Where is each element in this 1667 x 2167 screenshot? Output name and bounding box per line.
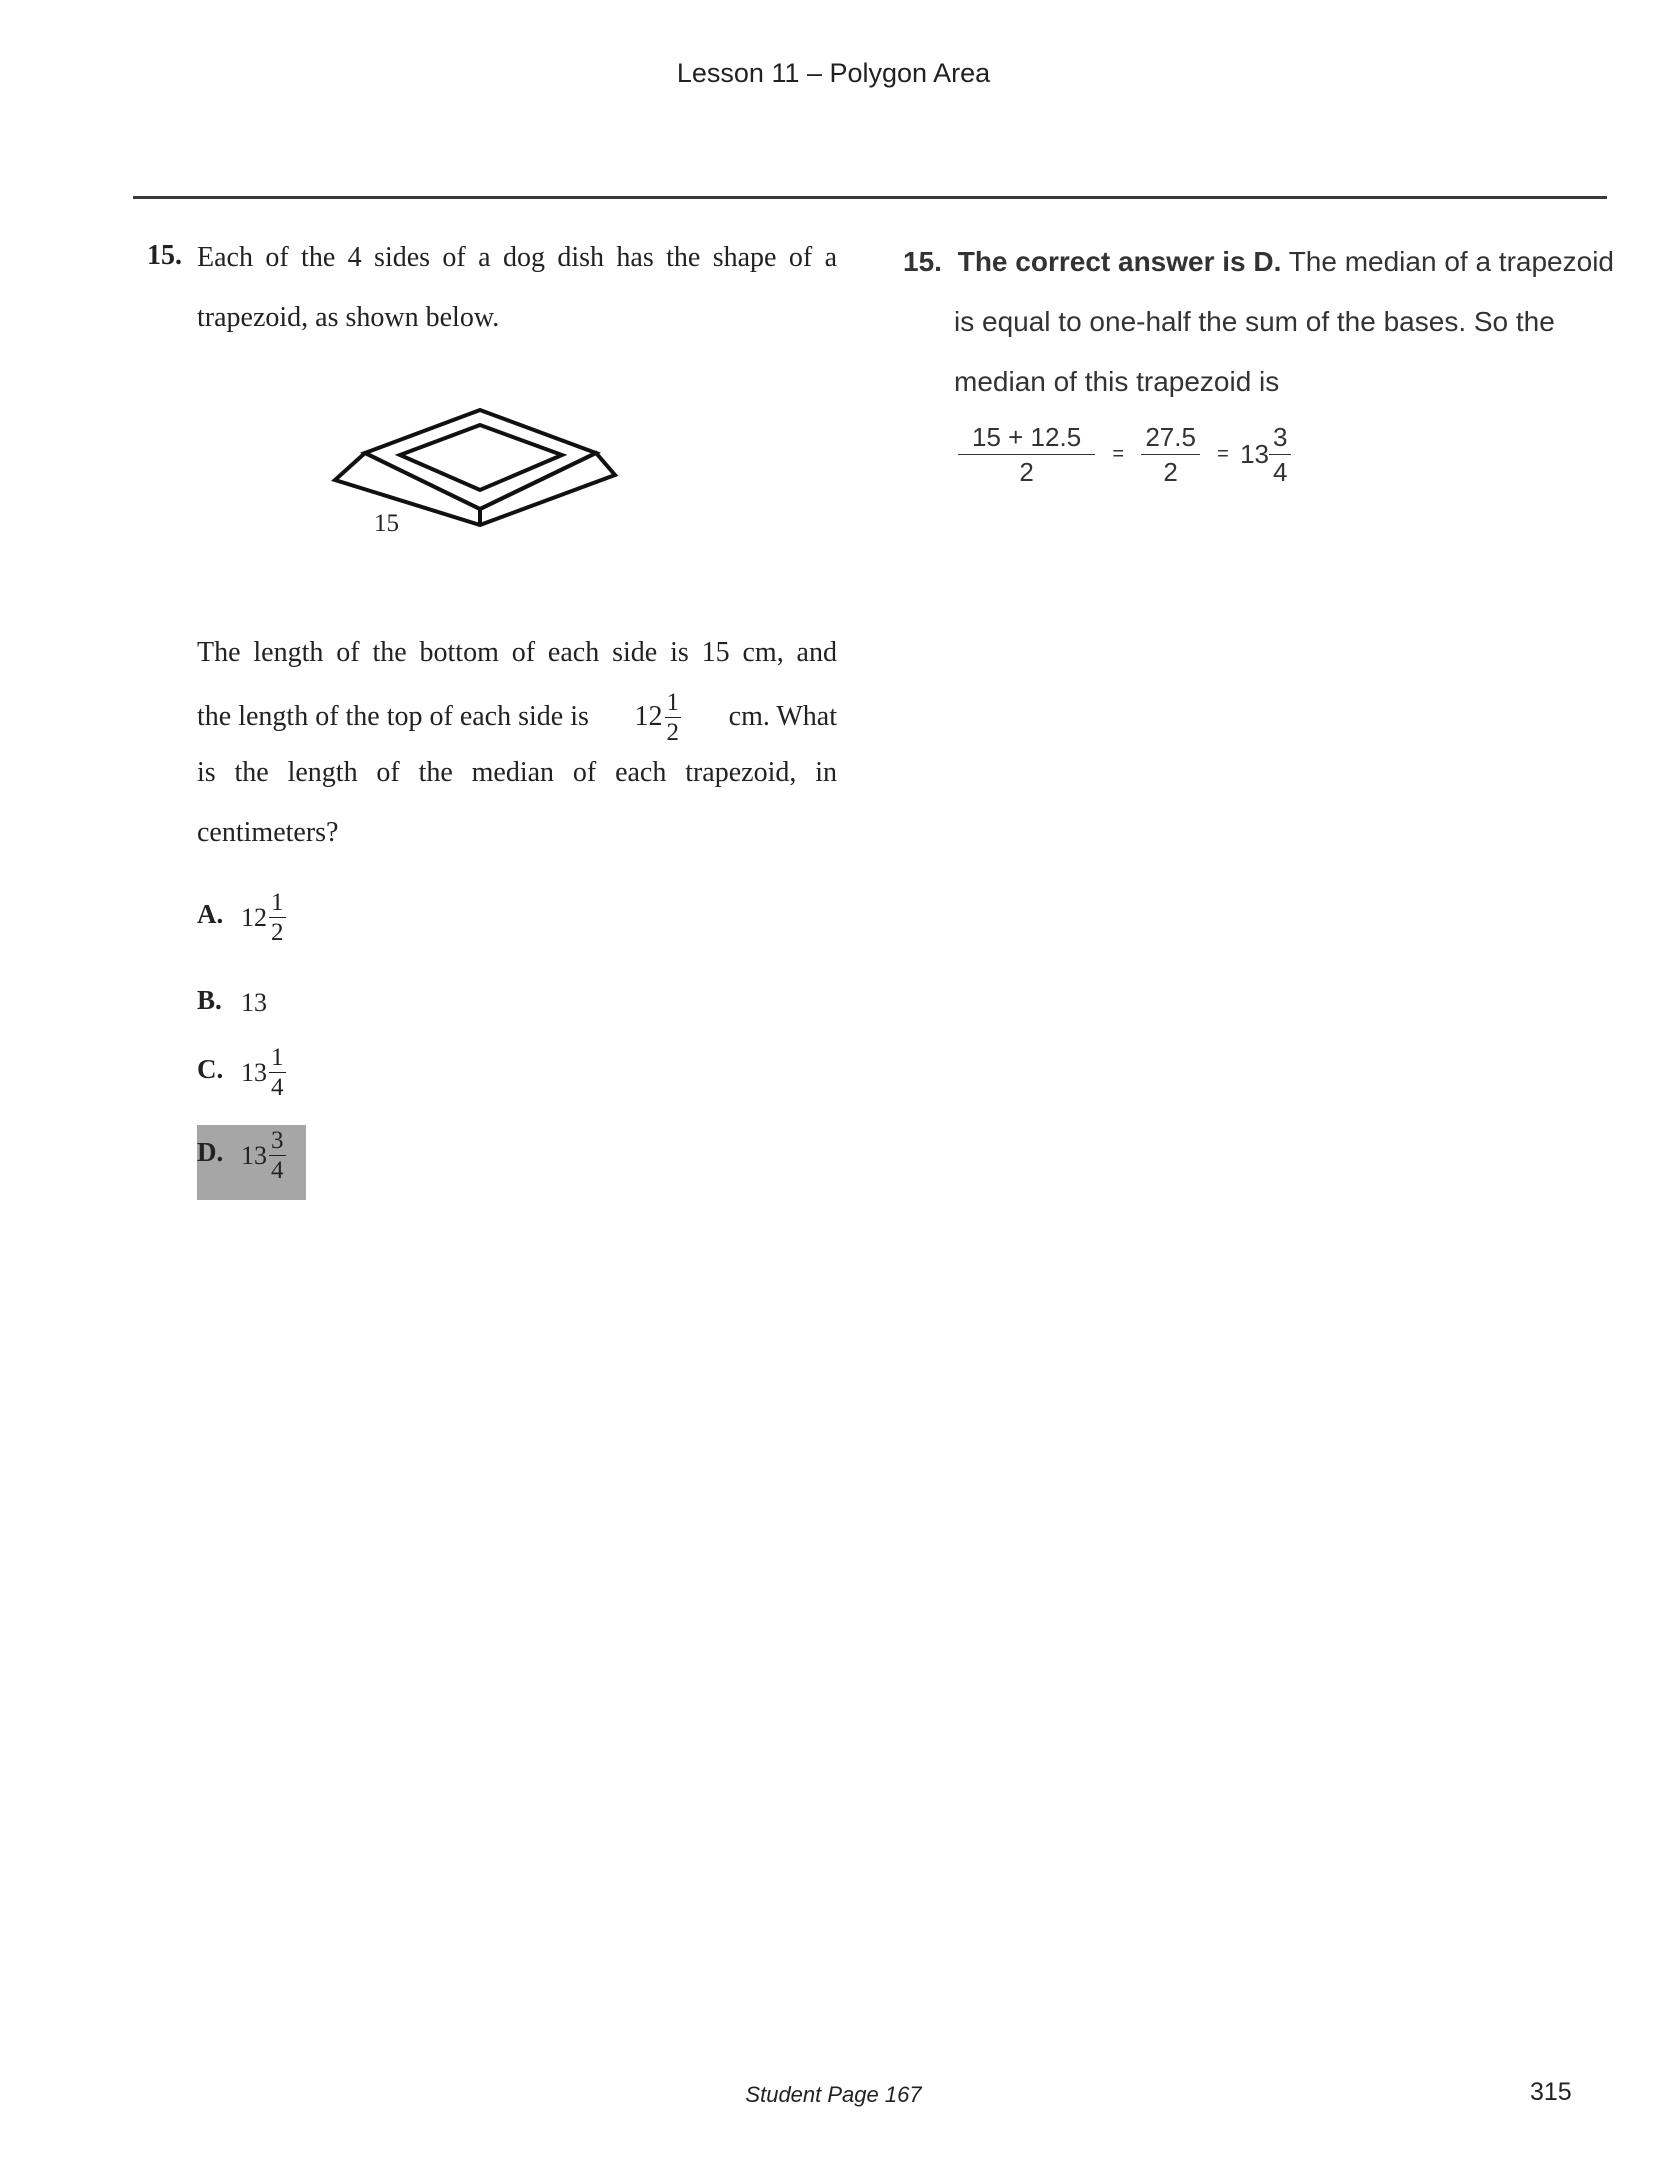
question-stem-line-2: trapezoid, as shown below. — [197, 302, 500, 333]
choice-b-whole: 13 — [241, 988, 267, 1018]
answer-line-1-rest: The median of a trapezoid — [1288, 246, 1614, 277]
question-stem-line-1: Each of the 4 sides of a dog dish has the shape of a — [197, 242, 837, 273]
choice-a-letter: A. — [197, 899, 224, 930]
question-number: 15. — [147, 240, 182, 271]
question-body-line-2-start: the length of the top of each side is — [197, 701, 589, 732]
choice-c-denominator: 4 — [271, 1074, 284, 1101]
choice-c-whole: 13 — [241, 1057, 267, 1087]
top-length-fraction — [665, 690, 682, 745]
top-length-numerator: 1 — [666, 688, 680, 716]
choice-d-whole: 13 — [241, 1140, 267, 1170]
answer-line-3: median of this trapezoid is — [954, 366, 1280, 397]
choice-a-whole: 12 — [241, 902, 267, 932]
page-number: 315 — [1530, 2078, 1572, 2106]
median-equation — [958, 424, 1291, 485]
equation-fraction-1 — [958, 424, 1095, 485]
choice-c-numerator: 1 — [271, 1044, 284, 1071]
student-page-reference: Student Page 167 — [745, 2082, 922, 2107]
answer-bold-lead: The correct answer is D. — [957, 246, 1282, 277]
equation-fraction-2 — [1141, 424, 1200, 485]
equals-sign-2: = — [1217, 443, 1229, 465]
choice-d-denominator: 4 — [271, 1157, 284, 1184]
choice-a-numerator: 1 — [271, 889, 284, 916]
choice-a-fraction — [269, 890, 286, 945]
question-body-line-3: is the length of the median of each trapezoid, in — [197, 757, 837, 788]
figure-label-15: 15 — [374, 510, 399, 537]
choice-d-numerator: 3 — [271, 1127, 284, 1154]
equation-result-fraction — [1269, 424, 1291, 485]
choice-a[interactable] — [197, 890, 288, 945]
choice-c[interactable] — [197, 1045, 288, 1100]
question-body-line-1: The length of the bottom of each side is 15 cm, and — [197, 637, 837, 668]
choice-d-fraction — [269, 1128, 286, 1183]
page-title: Lesson 11 – Polygon Area — [676, 58, 991, 88]
choice-d-letter: D. — [197, 1137, 224, 1168]
equation-fraction-1-numerator: 15 + 12.5 — [958, 424, 1095, 455]
equation-fraction-2-denominator: 2 — [1163, 457, 1178, 487]
answer-line-2: is equal to one-half the sum of the bases. So the — [954, 306, 1555, 337]
equation-result-denominator: 4 — [1273, 457, 1288, 487]
choice-c-letter: C. — [197, 1054, 224, 1085]
question-body-line-2-end: cm. What — [728, 701, 837, 732]
header-divider — [133, 196, 1607, 199]
answer-number: 15. — [903, 246, 942, 277]
equation-result-numerator: 3 — [1269, 424, 1291, 455]
question-body-line-4: centimeters? — [197, 817, 339, 848]
equation-fraction-2-numerator: 27.5 — [1141, 424, 1200, 455]
top-length-whole: 12 — [634, 701, 663, 732]
question-body-line-2 — [197, 687, 837, 747]
choice-b[interactable] — [197, 985, 267, 1018]
equation-result-whole: 13 — [1240, 439, 1269, 469]
top-length-denominator: 2 — [666, 718, 680, 746]
equation-fraction-1-denominator: 2 — [1019, 457, 1034, 487]
choice-c-fraction — [269, 1045, 286, 1100]
answer-line-1 — [903, 244, 1614, 280]
choice-d[interactable] — [197, 1128, 288, 1183]
choice-a-denominator: 2 — [271, 919, 284, 946]
choice-b-letter: B. — [197, 985, 222, 1015]
equals-sign-1: = — [1112, 443, 1125, 465]
